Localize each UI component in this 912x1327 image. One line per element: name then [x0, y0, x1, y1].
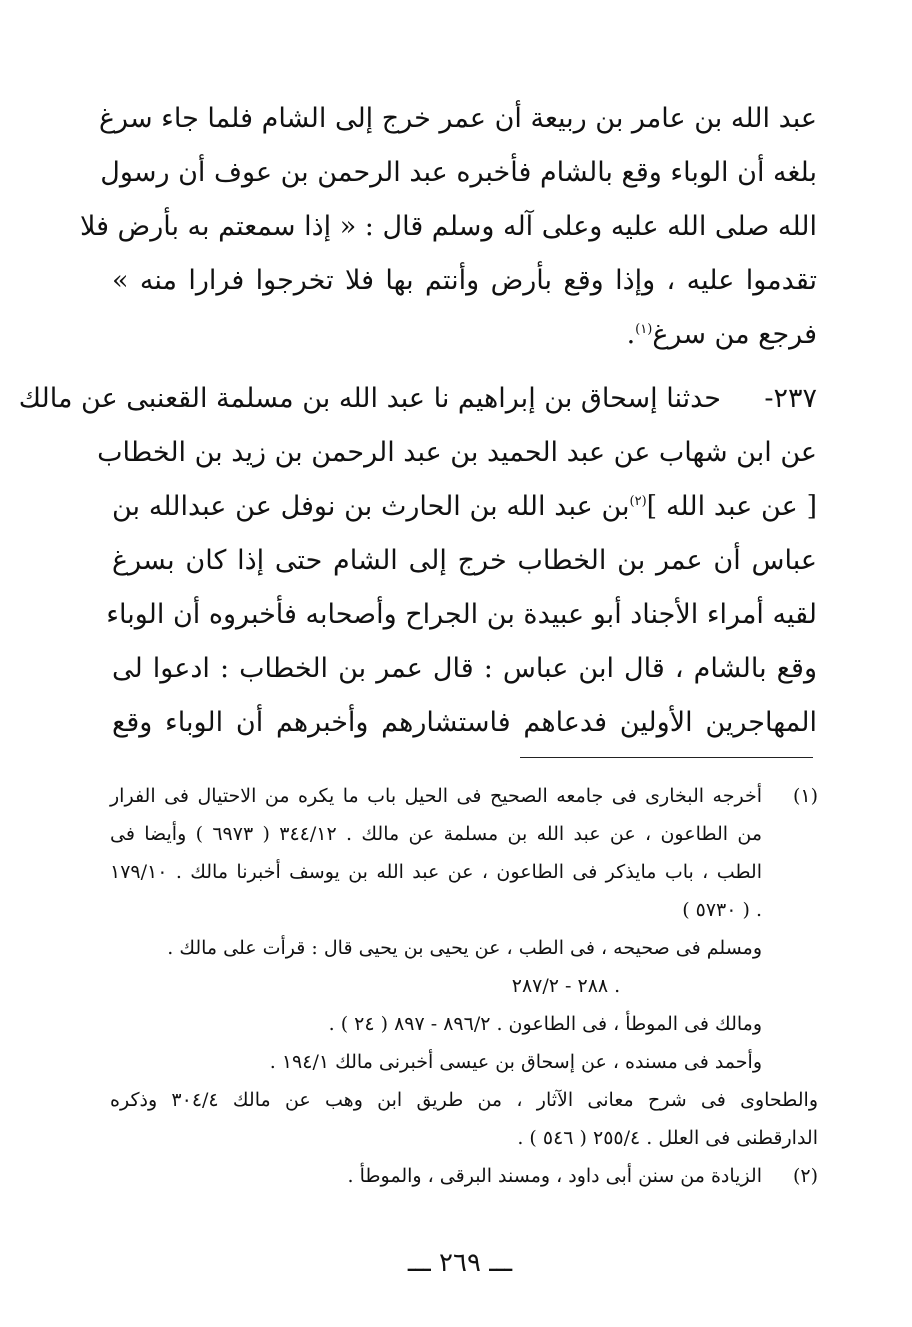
footnote-line: . ( ٥٧٣٠ ) — [682, 899, 762, 921]
text-span: بن عبد الله بن الحارث بن نوفل عن عبدالله بن — [112, 491, 630, 522]
text-line: الله صلى الله عليه وعلى آله وسلم قال : « إذا سمعتم به بأرض فلا — [79, 211, 817, 242]
footnote-line: ومسلم فى صحيحه ، فى الطب ، عن يحيى بن يحيى قال : قرأت على مالك . — [167, 937, 762, 959]
footnote-line: ومالك فى الموطأ ، فى الطاعون . ٨٩٦/٢ - ٨٩٧ ( ٢٤ ) . — [328, 1013, 762, 1035]
footnote-ref: (٢) — [629, 494, 647, 509]
text-line: المهاجرين الأولين فدعاهم فاستشارهم وأخبرهم أن الوباء وقع — [112, 707, 817, 738]
text-line — [112, 308, 817, 362]
footnote-2 — [110, 1157, 818, 1195]
footnotes — [110, 777, 818, 1195]
text-line: عن ابن شهاب عن عبد الحميد بن عبد الرحمن بن زيد بن الخطاب — [97, 437, 817, 468]
text-line: لقيه أمراء الأجناد أبو عبيدة بن الجراح وأصحابه فأخبروه أن الوباء — [106, 599, 817, 630]
text-span: [ عن عبد الله ] — [646, 491, 817, 522]
footnote-separator — [520, 757, 813, 758]
footnote-line: الدارقطنى فى العلل . ٢٥٥/٤ ( ٥٤٦ ) . — [517, 1127, 818, 1149]
hadith-paragraph — [18, 372, 817, 426]
footnote-line: . ٢٨٨ - ٢٨٧/٢ — [511, 975, 621, 997]
full-stop: . — [626, 319, 636, 350]
footnote-1 — [110, 777, 818, 1157]
footnote-number: (١) — [792, 785, 818, 807]
text-line: تقدموا عليه ، وإذا وقع بأرض وأنتم بها فلا تخرجوا فرارا منه » — [112, 265, 817, 296]
footnote-line: من الطاعون ، عن عبد الله بن مسلمة عن مالك . ٣٤٤/١٢ ( ٦٩٧٣ ) وأيضا فى — [110, 823, 762, 845]
text-line: وقع بالشام ، قال ابن عباس : قال عمر بن الخطاب : ادعوا لى — [112, 653, 817, 684]
footnote-ref: (١) — [635, 322, 653, 337]
main-text — [18, 92, 817, 750]
text-line: بلغه أن الوباء وقع بالشام فأخبره عبد الرحمن بن عوف أن رسول — [100, 157, 817, 188]
footnote-line: الزيادة من سنن أبى داود ، ومسند البرقى ، والموطأ . — [347, 1165, 762, 1187]
page-number: ـــ ٢٦٩ ـــ — [407, 1248, 513, 1278]
text-line — [112, 480, 817, 534]
footnote-line: وأحمد فى مسنده ، عن إسحاق بن عيسى أخبرنى مالك ١٩٤/١ . — [269, 1051, 762, 1073]
footnote-line: أخرجه البخارى فى جامعه الصحيح فى الحيل باب ما يكره من الاحتيال فى الفرار — [110, 785, 762, 807]
footnote-line: الطب ، باب مايذكر فى الطاعون ، عن عبد الله بن يوسف أخبرنا مالك . ١٧٩/١٠ — [110, 861, 762, 883]
text-span: فرجع من سرغ — [652, 319, 817, 350]
text-line: عبد الله بن عامر بن ربيعة أن عمر خرج إلى الشام فلما جاء سرغ — [98, 103, 817, 134]
text-line: عباس أن عمر بن الخطاب خرج إلى الشام حتى إذا كان بسرغ — [112, 545, 817, 576]
footnote-line: والطحاوى فى شرح معانى الآثار ، من طريق ابن وهب عن مالك ٣٠٤/٤ وذكره — [110, 1089, 819, 1111]
footnote-number: (٢) — [792, 1165, 818, 1187]
hadith-number: ٢٣٧- — [764, 383, 817, 414]
text-line: حدثنا إسحاق بن إبراهيم نا عبد الله بن مسلمة القعنبى عن مالك — [18, 383, 721, 414]
